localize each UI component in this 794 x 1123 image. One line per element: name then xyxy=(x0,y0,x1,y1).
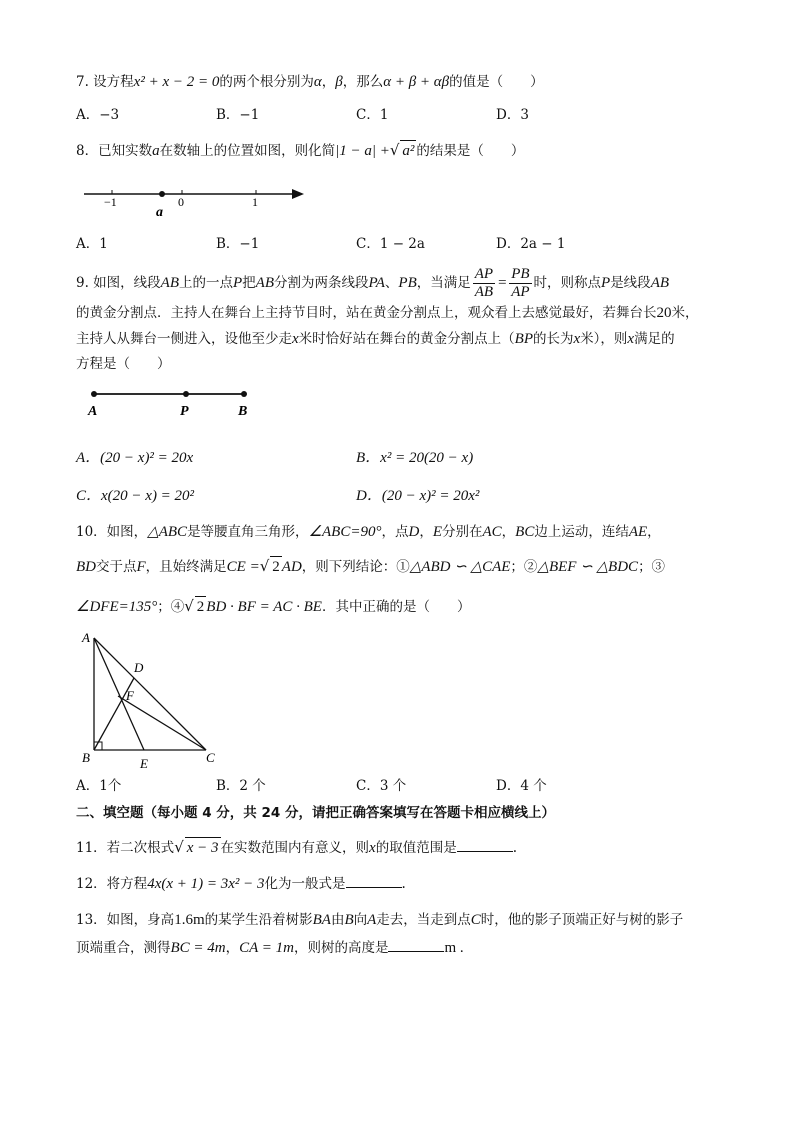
q13-A: A xyxy=(367,912,377,928)
q9-point-A xyxy=(91,391,97,397)
q8-text-a: 8．已知实数 xyxy=(76,143,153,159)
q7-option-d[interactable]: D．3 xyxy=(496,107,529,123)
q9-label-P: P xyxy=(180,404,189,419)
q10-conclusion-2: △BEF ∽ △BDC xyxy=(537,559,639,575)
q8-text-b: 在数轴上的位置如图，则化简 xyxy=(159,143,336,159)
q9-line-3 xyxy=(76,329,675,349)
q11-tc: 的取值范围是 xyxy=(375,840,457,856)
q13-t1e: 走去，当走到点 xyxy=(376,912,471,928)
q10-t2b: ，且始终满足 xyxy=(145,559,227,575)
q10-radical-1: √ xyxy=(259,557,270,575)
q8-abs-expr: |1 − a| + xyxy=(335,143,390,159)
q13-t2a: 顶端重合，测得 xyxy=(76,940,171,956)
q13-t1c: 由 xyxy=(330,912,345,928)
q10-option-d[interactable]: D．4 个 xyxy=(496,778,547,794)
q9-line-4: 方程是（ ） xyxy=(76,356,171,372)
q9-t3d: 米），则 xyxy=(580,331,628,347)
q7-beta: β xyxy=(335,74,343,90)
q13-unit: m . xyxy=(444,940,464,956)
q10-cond-a: CE = xyxy=(226,559,260,575)
q9-t1f: 时，则称点 xyxy=(533,275,602,291)
q10-t2d: ；② xyxy=(510,559,538,575)
q9-t1g: 是线段 xyxy=(610,275,651,291)
q10-conclusion-4: BD · BF = AC · BE xyxy=(206,599,322,615)
q7-text-c: ，那么 xyxy=(342,74,384,90)
q10-D: D xyxy=(408,524,420,540)
q10-t3b: ．其中正确的是（ ） xyxy=(321,599,471,615)
q8-radical-sign: √ xyxy=(389,141,400,159)
q10-F: F xyxy=(136,559,146,575)
q10-conclusion-1: △ABD ∽ △CAE xyxy=(409,559,511,575)
q10-line-2 xyxy=(76,556,665,577)
q9-frac1-den: AB xyxy=(474,284,494,300)
q9-point-B xyxy=(241,391,247,397)
q9-t1e: ，当满足 xyxy=(416,275,471,291)
q11-radicand: x − 3 xyxy=(185,837,221,858)
q13-line-2 xyxy=(76,938,464,958)
q13-BA: BA xyxy=(312,912,331,928)
q7-option-c[interactable]: C．1 xyxy=(356,107,389,123)
q9-label-A: A xyxy=(88,404,98,419)
q9-option-b[interactable]: B．x² = 20(20 − x) xyxy=(356,450,474,466)
q12-tb: 化为一般式是 xyxy=(264,876,346,892)
q10-BC: BC xyxy=(515,524,535,540)
q10-label-F: F xyxy=(126,688,134,703)
q10-BD: BD xyxy=(76,559,96,575)
q8-text-c: 的结果是（ ） xyxy=(416,143,525,159)
q13-t1f: 时，他的影子顶端正好与树的影子 xyxy=(480,912,684,928)
q13-C: C xyxy=(470,912,481,928)
q9-P-2: P xyxy=(601,275,611,291)
q7-equation: x² + x − 2 = 0 xyxy=(133,74,220,90)
q9-length: 20 xyxy=(656,305,672,321)
q10-t2a: 交于点 xyxy=(96,559,137,575)
q13-t1b: 的某学生沿着树影 xyxy=(204,912,313,928)
q8-stem xyxy=(76,140,524,161)
q12-answer-blank[interactable] xyxy=(346,874,402,888)
q9-AB-2: AB xyxy=(255,275,274,291)
q11-stem xyxy=(76,837,517,858)
q9-line-1 xyxy=(76,262,669,304)
q11-tb: 在实数范围内有意义，则 xyxy=(220,840,370,856)
q9-unit: 米， xyxy=(671,305,699,321)
q10-line-3 xyxy=(76,596,470,617)
q10-option-a[interactable]: A．1个 xyxy=(76,778,122,794)
q13-height: 1.6m xyxy=(174,912,205,928)
q9-t1a: 9. 如图，线段 xyxy=(76,275,161,291)
q9-option-a[interactable]: A．(20 − x)² = 20x xyxy=(76,450,194,466)
q9-PA: PA xyxy=(368,275,385,291)
q9-BP: BP xyxy=(514,331,533,347)
q9-frac2-den: AP xyxy=(511,284,530,300)
q13-B: B xyxy=(344,912,354,928)
q9-label-B: B xyxy=(238,404,248,419)
q8-option-b[interactable]: B．−1 xyxy=(216,236,260,252)
q9-fraction-ap-ab xyxy=(473,266,495,301)
q8-label-1: 1 xyxy=(252,195,258,209)
q10-AE: AE xyxy=(628,524,648,540)
q7-option-a[interactable]: A．−3 xyxy=(76,107,120,123)
q10-option-b[interactable]: B．2 个 xyxy=(216,778,266,794)
q8-var-a: a xyxy=(152,143,160,159)
q10-t2c: ，则下列结论：① xyxy=(301,559,410,575)
q10-label-D: D xyxy=(134,660,144,675)
q10-radical-2: √ xyxy=(184,597,194,615)
q10-segment-AE xyxy=(94,638,144,750)
q10-t1d: ， xyxy=(419,524,433,540)
q8-option-d[interactable]: D．2a − 1 xyxy=(496,236,566,252)
q9-P-1: P xyxy=(233,275,243,291)
q9-x-2: x xyxy=(573,331,581,347)
q9-line-2 xyxy=(76,303,699,323)
q7-text-b: 的两个根分别为 xyxy=(219,74,314,90)
q8-sqrt-expr: a² xyxy=(400,140,416,161)
q13-CA: CA = 1m xyxy=(239,940,294,956)
q9-t3b: 米时恰好站在舞台的黄金分割点上（ xyxy=(298,331,515,347)
q13-t1a: 13．如图，身高 xyxy=(76,912,175,928)
q10-t1b: 是等腰直角三角形， xyxy=(187,524,309,540)
q9-t2: 的黄金分割点．主持人在舞台上主持节目时，站在黄金分割点上，观众看上去感觉最好，若舞台长 xyxy=(76,305,657,321)
q10-conclusion-3: ∠DFE=135° xyxy=(76,599,158,615)
q7-alpha: α xyxy=(313,74,322,90)
q9-sep: 、 xyxy=(384,275,399,291)
q10-cond-sqrt: 2 xyxy=(270,556,282,577)
q10-c4-sqrt: 2 xyxy=(195,596,207,617)
q10-line-1 xyxy=(76,522,661,542)
q8-axis-arrow xyxy=(292,189,304,199)
q12-stem xyxy=(76,874,406,894)
q9-t3a: 主持人从舞台一侧进入，设他至少走 xyxy=(76,331,292,347)
q9-frac2-num: PB xyxy=(511,266,530,282)
q10-label-C: C xyxy=(206,750,215,765)
q10-t1a: 10．如图， xyxy=(76,524,148,540)
q8-point-a xyxy=(159,191,165,197)
q11-end: . xyxy=(512,840,517,856)
q10-triangle-diagram xyxy=(78,628,228,774)
q9-AB-1: AB xyxy=(160,275,179,291)
q13-answer-blank[interactable] xyxy=(388,938,444,952)
q11-ta: 11．若二次根式 xyxy=(76,840,175,856)
q9-option-d[interactable]: D．(20 − x)² = 20x² xyxy=(356,488,480,504)
q9-t1d: 分割为两条线段 xyxy=(274,275,369,291)
q10-t1h: ， xyxy=(647,524,661,540)
q10-triangle: △ABC xyxy=(147,524,188,540)
q10-AC: AC xyxy=(482,524,502,540)
q13-line-1 xyxy=(76,910,683,930)
q12-equation: 4x(x + 1) = 3x² − 3 xyxy=(147,876,265,892)
q8-label-a: a xyxy=(156,205,163,220)
q10-t1g: 边上运动，连结 xyxy=(534,524,629,540)
q7-text-d: 的值是（ ） xyxy=(449,74,544,90)
q7-text-a: 7. 设方程 xyxy=(76,74,134,90)
q9-AB-3: AB xyxy=(650,275,670,291)
q11-answer-blank[interactable] xyxy=(457,838,513,852)
q9-equals: = xyxy=(497,275,508,291)
q10-option-c[interactable]: C．3 个 xyxy=(356,778,407,794)
q7-comma: ， xyxy=(321,74,336,90)
q9-option-c[interactable]: C．x(20 − x) = 20² xyxy=(76,488,195,504)
q9-frac1-num: AP xyxy=(474,266,494,282)
q9-x-3: x xyxy=(627,331,635,347)
q10-label-A: A xyxy=(82,630,90,645)
q9-t3e: 满足的 xyxy=(634,331,675,347)
q9-t3c: 的长为 xyxy=(533,331,574,347)
q8-option-a[interactable]: A．1 xyxy=(76,236,108,252)
q9-point-P xyxy=(183,391,189,397)
q9-t1b: 上的一点 xyxy=(179,275,233,291)
q8-number-line xyxy=(76,180,316,220)
q9-x-1: x xyxy=(292,331,299,347)
q11-radical: √ xyxy=(174,838,184,856)
q12-ta: 12．将方程 xyxy=(76,876,148,892)
q7-expression: α + β + αβ xyxy=(383,74,450,90)
q10-t1c: ，点 xyxy=(381,524,409,540)
q13-t2b: ，则树的高度是 xyxy=(293,940,389,956)
q9-t1c: 把 xyxy=(242,275,256,291)
q7-stem xyxy=(76,72,544,92)
section2-title: 二、填空题（每小题 4 分，共 24 分，请把正确答案填写在答题卡相应横线上） xyxy=(76,805,555,821)
q11-x: x xyxy=(369,840,376,856)
q13-t1d: 向 xyxy=(353,912,368,928)
q12-end: . xyxy=(401,876,406,892)
q8-label-0: 0 xyxy=(178,195,184,209)
q10-t1f: ， xyxy=(501,524,516,540)
q10-label-E: E xyxy=(140,756,148,771)
q10-segment-FC xyxy=(118,696,206,750)
q7-option-b[interactable]: B．−1 xyxy=(216,107,260,123)
q10-angle: ∠ABC=90° xyxy=(308,524,382,540)
q10-t3a: ；④ xyxy=(157,599,185,615)
q8-label-m1: −1 xyxy=(104,195,117,209)
q9-fraction-pb-ap xyxy=(509,266,531,301)
q10-label-B: B xyxy=(82,750,90,765)
q10-t1e: 分别在 xyxy=(441,524,483,540)
q9-segment-diagram xyxy=(82,384,262,420)
q10-side-AC xyxy=(94,638,206,750)
q8-option-c[interactable]: C．1 − 2a xyxy=(356,236,425,252)
q10-t2e: ；③ xyxy=(638,559,666,575)
q9-PB: PB xyxy=(398,275,417,291)
q10-E: E xyxy=(432,524,442,540)
q13-sep: ， xyxy=(225,940,240,956)
q13-BC: BC = 4m xyxy=(170,940,226,956)
q10-cond-c: AD xyxy=(281,559,302,575)
